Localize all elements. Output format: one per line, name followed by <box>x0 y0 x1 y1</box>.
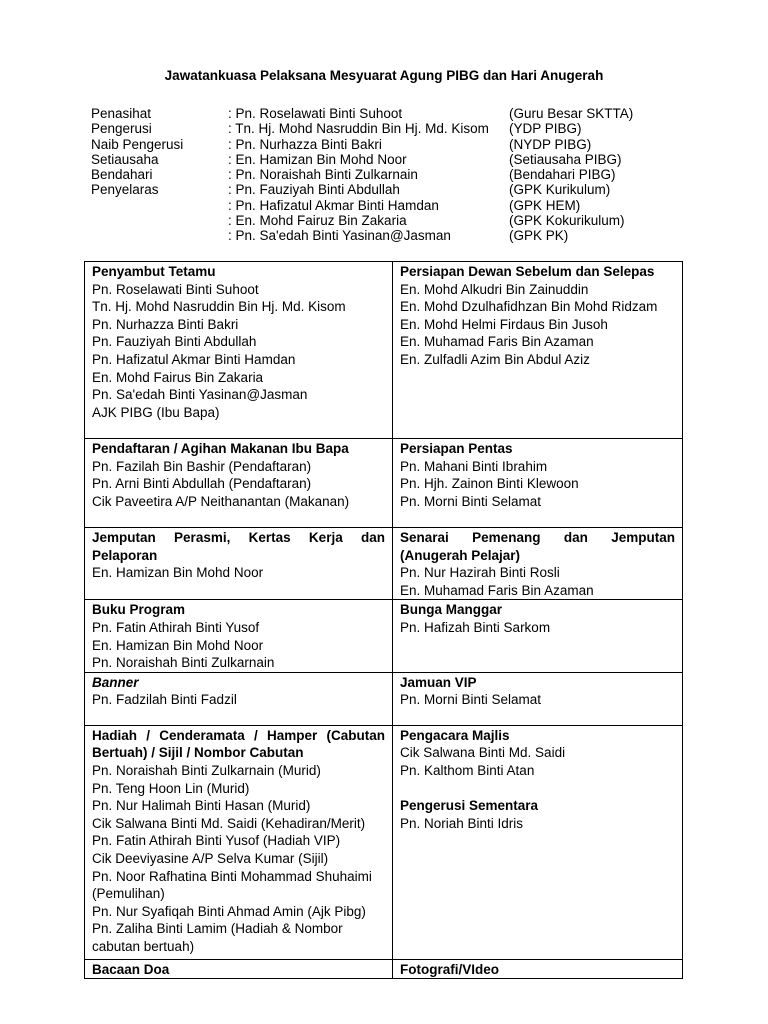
committee-member: Pn. Morni Binti Selamat <box>400 692 542 708</box>
committee-cell-persiapan-pentas <box>393 439 683 528</box>
committee-heading: Hadiah / Cenderamata / Hamper (Cabutan <box>92 727 385 743</box>
committee-member: Pn. Fatin Athirah Binti Yusof <box>92 619 260 635</box>
committee-member: Tn. Hj. Mohd Nasruddin Bin Hj. Md. Kisom <box>92 299 346 315</box>
committee-member: En. Mohd Dzulhafidhzan Bin Mohd Ridzam <box>400 299 658 315</box>
committee-heading: Pengerusi Sementara <box>400 798 539 814</box>
officer-post: (YDP PIBG) <box>509 121 582 137</box>
committee-member: Pn. Fatin Athirah Binti Yusof (Hadiah VIP) <box>92 833 341 849</box>
committee-member: Pn. Noriah Binti Idris <box>400 815 524 831</box>
committee-member: Cik Salwana Binti Md. Saidi (Kehadiran/Merit) <box>92 815 366 831</box>
officer-post: (NYDP PIBG) <box>509 136 592 152</box>
officer-name: : Pn. Hafizatul Akmar Binti Hamdan <box>228 197 439 213</box>
committee-heading: Jemputan Perasmi, Kertas Kerja dan <box>92 530 385 545</box>
officer-name: : Pn. Nurhazza Binti Bakri <box>228 136 382 152</box>
officer-post: (GPK PK) <box>509 228 569 244</box>
officer-name: : Pn. Sa'edah Binti Yasinan@Jasman <box>228 228 451 244</box>
committee-member: Pn. Zaliha Binti Lamim (Hadiah & Nombor <box>92 921 343 937</box>
committee-cell-senarai-pemenang <box>393 528 683 600</box>
committee-cell-pendaftaran <box>85 439 393 528</box>
committee-member: Pn. Nur Syafiqah Binti Ahmad Amin (Ajk Pibg) <box>92 903 366 919</box>
committee-heading: Bertuah) / Sijil / Nombor Cabutan <box>92 745 304 761</box>
officer-role: Setiausaha <box>91 151 159 167</box>
committee-heading: Bunga Manggar <box>400 602 503 618</box>
committee-heading: Pengacara Majlis <box>400 727 510 743</box>
committee-cell-fotografi <box>393 959 683 979</box>
committee-cell-jamuan-vip <box>393 672 683 725</box>
committee-member: Pn. Hafizah Binti Sarkom <box>400 619 551 635</box>
committee-member: cabutan bertuah) <box>92 938 195 954</box>
committee-heading: Persiapan Pentas <box>400 441 513 456</box>
committee-cell-penyambut-tetamu <box>85 262 393 439</box>
committee-heading: Penyambut Tetamu <box>92 264 216 279</box>
committee-cell-pengacara <box>393 725 683 959</box>
committee-heading: Bacaan Doa <box>92 961 170 977</box>
committee-member: Pn. Noraishah Binti Zulkarnain <box>92 655 275 671</box>
officer-post: (Guru Besar SKTTA) <box>509 106 634 121</box>
officer-role: Naib Pengerusi <box>91 136 184 152</box>
document-title: Jawatankuasa Pelaksana Mesyuarat Agung PIBG dan Hari Anugerah <box>164 68 604 83</box>
committee-member: En. Mohd Fairus Bin Zakaria <box>92 369 264 385</box>
committee-member: Pn. Arni Binti Abdullah (Pendaftaran) <box>92 476 312 492</box>
committee-member: Pn. Noraishah Binti Zulkarnain (Murid) <box>92 762 321 778</box>
committee-member: (Pemulihan) <box>92 886 165 902</box>
table-row <box>85 725 683 959</box>
committee-member: En. Muhamad Faris Bin Azaman <box>400 334 594 350</box>
committee-member: En. Hamizan Bin Mohd Noor <box>92 637 264 653</box>
officer-post: (GPK Kokurikulum) <box>509 213 625 229</box>
officer-name: : Pn. Noraishah Binti Zulkarnain <box>228 167 418 183</box>
officer-role: Pengerusi <box>91 121 152 137</box>
officer-role: Bendahari <box>91 167 153 183</box>
committee-member: Pn. Sa'edah Binti Yasinan@Jasman <box>92 387 308 403</box>
committee-member: Pn. Teng Hoon Lin (Murid) <box>92 780 250 796</box>
committee-member: Pn. Roselawati Binti Suhoot <box>92 281 259 297</box>
committee-member: Pn. Mahani Binti Ibrahim <box>400 458 548 474</box>
committee-member: Pn. Fauziyah Binti Abdullah <box>92 334 257 350</box>
committee-member: Pn. Hafizatul Akmar Binti Hamdan <box>92 351 296 367</box>
committee-member: Cik Deeviyasine A/P Selva Kumar (Sijil) <box>92 850 329 866</box>
committee-cell-buku-program <box>85 600 393 672</box>
committee-member: En. Zulfadli Azim Bin Abdul Aziz <box>400 351 590 367</box>
committee-member: Pn. Fadzilah Binti Fadzil <box>92 692 237 708</box>
officer-post: (GPK HEM) <box>509 197 581 213</box>
committee-member: En. Hamizan Bin Mohd Noor <box>92 565 264 581</box>
committee-heading: Pelaporan <box>92 547 158 563</box>
committee-cell-banner <box>85 672 393 725</box>
committee-member: Pn. Nur Hazirah Binti Rosli <box>400 565 560 581</box>
table-row <box>85 959 683 979</box>
committee-member: Cik Paveetira A/P Neithanantan (Makanan) <box>92 493 350 509</box>
committee-cell-hadiah <box>85 725 393 959</box>
committee-cell-bacaan-doa <box>85 959 393 979</box>
committee-table <box>84 261 683 979</box>
table-row <box>85 439 683 528</box>
committee-heading: (Anugerah Pelajar) <box>400 547 521 563</box>
committee-member: En. Muhamad Faris Bin Azaman <box>400 582 594 598</box>
committee-member: En. Mohd Helmi Firdaus Bin Jusoh <box>400 316 608 332</box>
committee-member: Pn. Hjh. Zainon Binti Klewoon <box>400 476 579 492</box>
committee-member: Pn. Fazilah Bin Bashir (Pendaftaran) <box>92 458 312 474</box>
officer-post: (Bendahari PIBG) <box>509 167 616 183</box>
officer-role: Penasihat <box>91 106 152 121</box>
committee-heading: Buku Program <box>92 602 186 618</box>
committee-heading: Pendaftaran / Agihan Makanan Ibu Bapa <box>92 441 349 456</box>
officer-name: : Pn. Roselawati Binti Suhoot <box>228 106 403 121</box>
committee-heading: Fotografi/VIdeo <box>400 961 499 977</box>
table-row <box>85 672 683 725</box>
committee-member: Pn. Nurhazza Binti Bakri <box>92 316 239 332</box>
officer-name: : Tn. Hj. Mohd Nasruddin Bin Hj. Md. Kisom <box>228 121 489 137</box>
committee-member: Pn. Morni Binti Selamat <box>400 493 542 509</box>
committee-cell-jemputan-perasmi <box>85 528 393 600</box>
spacer <box>400 780 675 798</box>
officer-role: Penyelaras <box>91 182 159 198</box>
committee-cell-persiapan-dewan <box>393 262 683 439</box>
committee-heading: Persiapan Dewan Sebelum dan Selepas <box>400 264 655 279</box>
officer-post: (GPK Kurikulum) <box>509 182 611 198</box>
table-row <box>85 528 683 600</box>
table-row <box>85 262 683 439</box>
committee-heading: Jamuan VIP <box>400 674 477 690</box>
officer-name: : En. Mohd Fairuz Bin Zakaria <box>228 213 407 229</box>
committee-member: Pn. Noor Rafhatina Binti Mohammad Shuhaimi <box>92 868 372 884</box>
committee-member: Pn. Kalthom Binti Atan <box>400 762 535 778</box>
table-row <box>85 600 683 672</box>
committee-cell-bunga-manggar <box>393 600 683 672</box>
committee-member: Pn. Nur Halimah Binti Hasan (Murid) <box>92 798 311 814</box>
officer-name: : En. Hamizan Bin Mohd Noor <box>228 151 407 167</box>
officer-post: (Setiausaha PIBG) <box>509 151 622 167</box>
committee-heading: Banner <box>92 674 139 690</box>
officer-name: : Pn. Fauziyah Binti Abdullah <box>228 182 400 198</box>
committee-member: En. Mohd Alkudri Bin Zainuddin <box>400 281 589 297</box>
committee-member: AJK PIBG (Ibu Bapa) <box>92 404 220 420</box>
committee-member: Cik Salwana Binti Md. Saidi <box>400 745 566 761</box>
committee-heading: Senarai Pemenang dan Jemputan <box>400 530 675 545</box>
